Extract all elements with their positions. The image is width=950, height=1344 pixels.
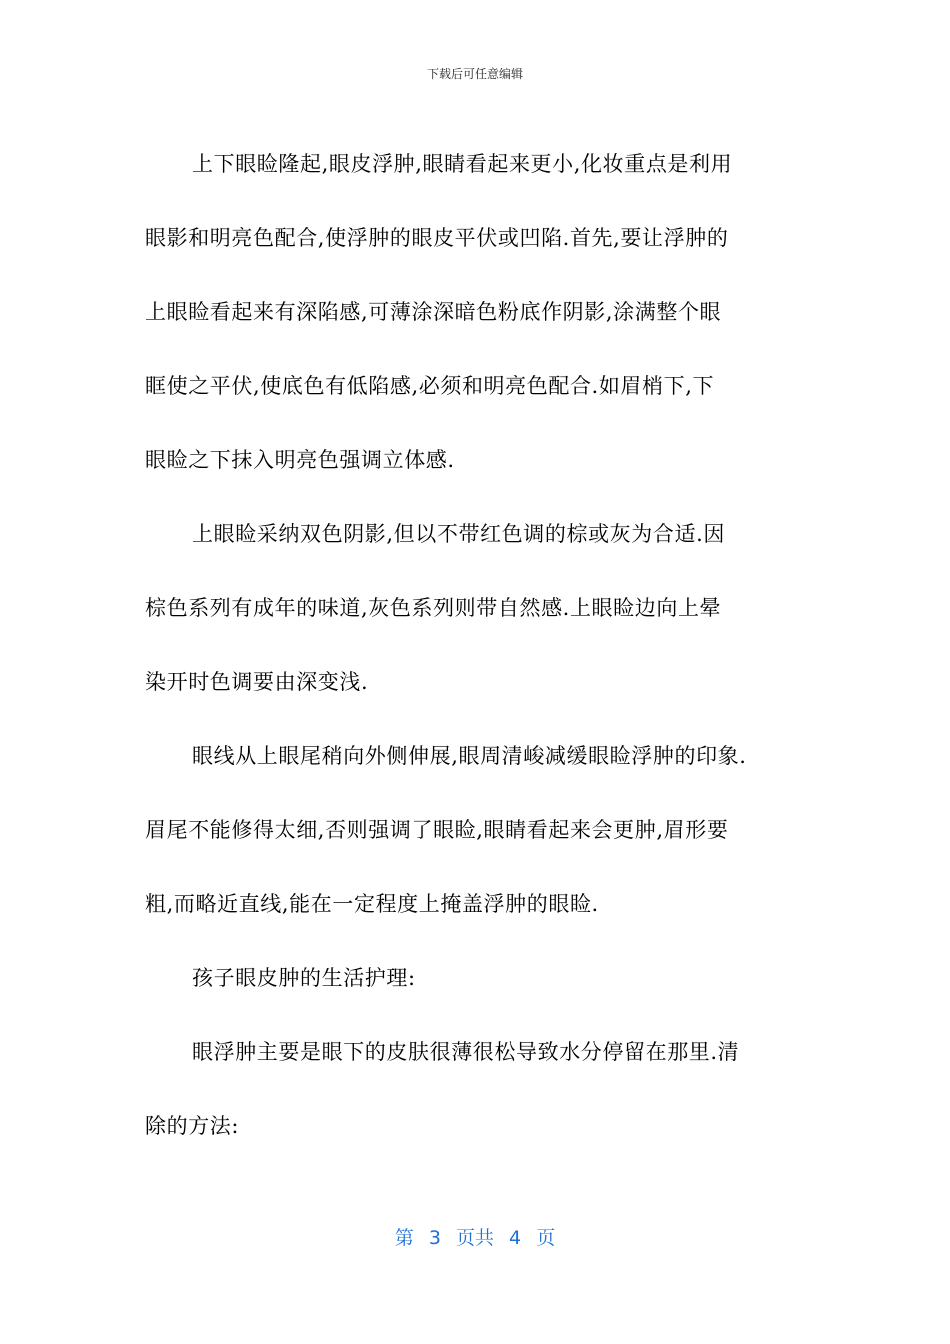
- paragraph-3: [145, 719, 807, 941]
- total-pages-number: 4: [509, 1227, 522, 1249]
- paragraph-line: 上眼睑采纳双色阴影,但以不带红色调的棕或灰为合适.因: [192, 522, 725, 546]
- paragraph-1: [145, 127, 807, 497]
- paragraph-line: 棕色系列有成年的味道,灰色系列则带自然感.上眼睑边向上晕: [145, 596, 722, 620]
- paragraph-line: 眼浮肿主要是眼下的皮肤很薄很松导致水分停留在那里.清: [192, 1040, 740, 1064]
- footer-suffix: 页: [536, 1227, 556, 1249]
- page-header: [0, 66, 950, 82]
- paragraph-line: 上下眼睑隆起,眼皮浮肿,眼睛看起来更小,化妆重点是利用: [192, 152, 733, 176]
- document-body: [145, 127, 807, 1163]
- paragraph-line: 除的方法:: [145, 1114, 240, 1138]
- paragraph-line: 粗,而略近直线,能在一定程度上掩盖浮肿的眼睑.: [145, 892, 599, 916]
- footer-middle: 页共: [455, 1227, 494, 1249]
- current-page-number: 3: [428, 1227, 441, 1249]
- paragraph-line: 眼睑之下抹入明亮色强调立体感.: [145, 448, 455, 472]
- paragraph-line: 眼线从上眼尾稍向外侧伸展,眼周清峻减缓眼睑浮肿的印象.: [192, 744, 747, 768]
- header-text: 下载后可任意编辑: [426, 67, 523, 81]
- page-footer: [0, 1225, 950, 1251]
- paragraph-4: [145, 941, 807, 1015]
- paragraph-line: 染开时色调要由深变浅.: [145, 670, 369, 694]
- paragraph-5: [145, 1015, 807, 1163]
- paragraph-2: [145, 497, 807, 719]
- paragraph-line: 孩子眼皮肿的生活护理:: [192, 966, 416, 990]
- paragraph-line: 眼影和明亮色配合,使浮肿的眼皮平伏或凹陷.首先,要让浮肿的: [145, 226, 729, 250]
- paragraph-line: 眶使之平伏,使底色有低陷感,必须和明亮色配合.如眉梢下,下: [145, 374, 715, 398]
- paragraph-line: 眉尾不能修得太细,否则强调了眼睑,眼睛看起来会更肿,眉形要: [145, 818, 729, 842]
- footer-prefix: 第: [394, 1227, 414, 1249]
- paragraph-line: 上眼睑看起来有深陷感,可薄涂深暗色粉底作阴影,涂满整个眼: [145, 300, 722, 324]
